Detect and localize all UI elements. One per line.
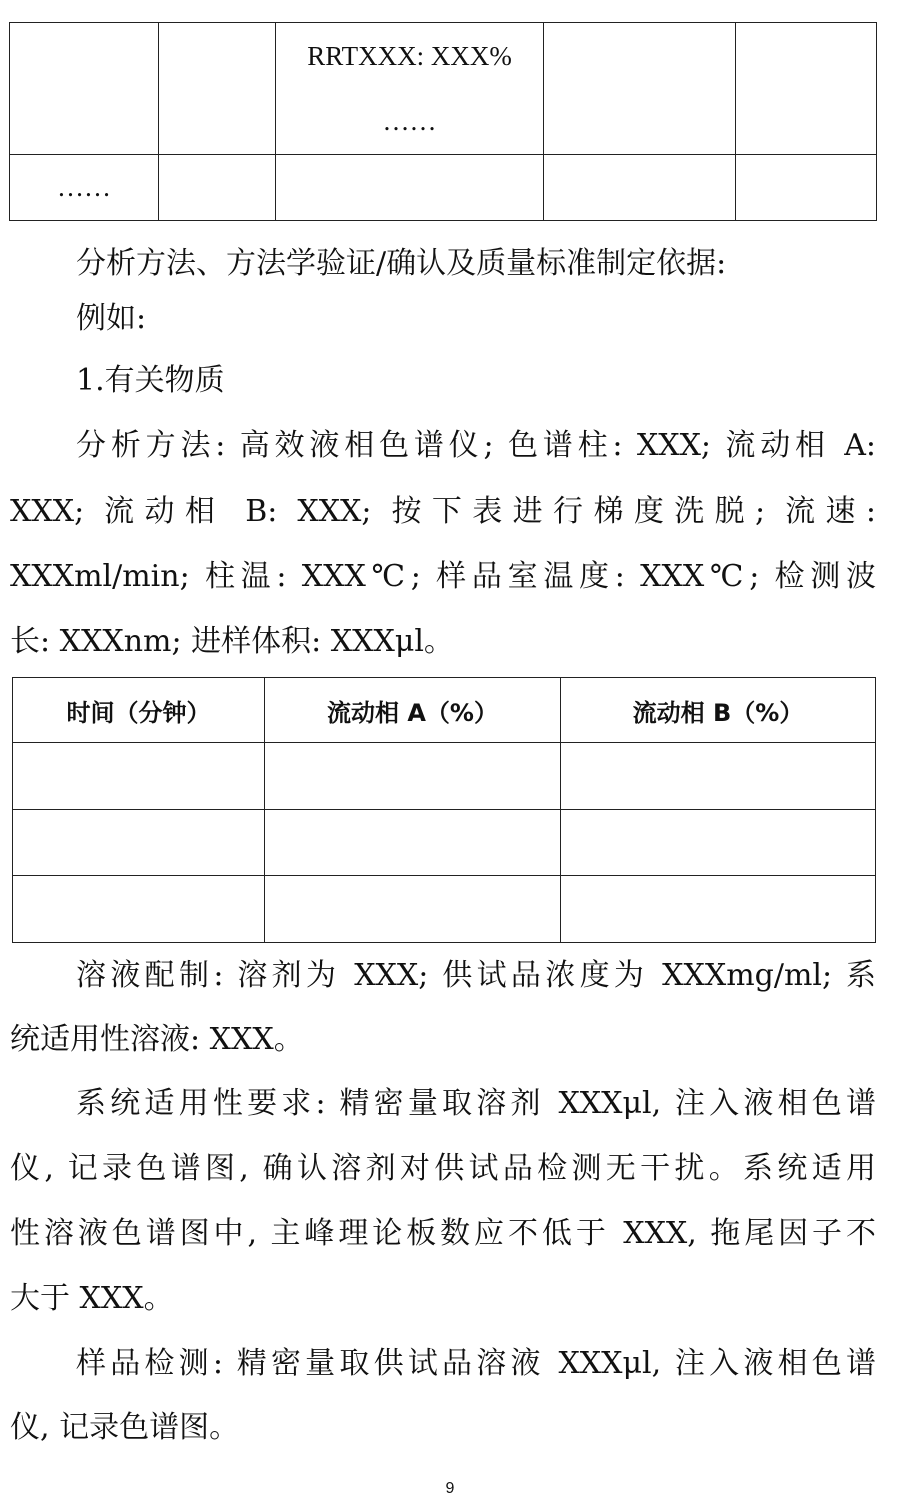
method-text: 长: XXXnm; 进样体积: XXXμl。 bbox=[10, 624, 454, 659]
table-cell bbox=[561, 876, 876, 943]
table-cell bbox=[544, 155, 736, 221]
header-time: 时间（分钟） bbox=[13, 678, 265, 743]
gradient-table bbox=[12, 677, 876, 943]
solution-text: 溶液配制: 溶剂为 XXX; 供试品浓度为 XXXmg/ml; 系 bbox=[76, 958, 876, 993]
table-row bbox=[13, 809, 876, 876]
method-text: 分析方法: 高效液相色谱仪; 色谱柱: XXX; 流动相 A: bbox=[76, 428, 876, 463]
table-row bbox=[10, 155, 877, 221]
suitability-text: 系统适用性要求: 精密量取溶剂 XXXμl, 注入液相色谱 bbox=[76, 1086, 876, 1121]
suitability-text: 性溶液色谱图中, 主峰理论板数应不低于 XXX, 拖尾因子不 bbox=[10, 1216, 876, 1251]
suitability-text: 仪, 记录色谱图, 确认溶剂对供试品检测无干扰。系统适用 bbox=[10, 1151, 876, 1186]
header-phase-a: 流动相 A（%） bbox=[265, 678, 561, 743]
table-row bbox=[13, 743, 876, 810]
method-text: XXX; 流动相 B: XXX; 按下表进行梯度洗脱; 流速: bbox=[10, 494, 876, 529]
header-phase-b: 流动相 B（%） bbox=[561, 678, 876, 743]
table-row bbox=[13, 876, 876, 943]
table-cell bbox=[561, 743, 876, 810]
table-cell bbox=[13, 743, 265, 810]
sample-text: 仪, 记录色谱图。 bbox=[10, 1410, 240, 1445]
ellipsis: …… bbox=[57, 172, 111, 202]
table-cell bbox=[159, 155, 276, 221]
method-text: XXXml/min; 柱温: XXX℃; 样品室温度: XXX℃; 检测波 bbox=[10, 559, 876, 594]
table-cell bbox=[265, 743, 561, 810]
continuation-table bbox=[9, 22, 877, 221]
table-cell bbox=[276, 23, 544, 155]
ellipsis: …… bbox=[382, 105, 437, 136]
page-number: 9 bbox=[445, 1480, 455, 1497]
rrt-value: RRTXXX: XXX% bbox=[307, 40, 512, 71]
table-cell bbox=[265, 809, 561, 876]
table-cell bbox=[159, 23, 276, 155]
table-cell bbox=[276, 155, 544, 221]
table-cell bbox=[10, 155, 159, 221]
table-cell bbox=[265, 876, 561, 943]
table-cell bbox=[736, 23, 877, 155]
section-title: 1.有关物质 bbox=[76, 363, 225, 398]
table-header-row bbox=[13, 678, 876, 743]
table-row bbox=[10, 23, 877, 155]
table-cell bbox=[736, 155, 877, 221]
table-cell bbox=[13, 876, 265, 943]
table-cell bbox=[13, 809, 265, 876]
table-cell bbox=[10, 23, 159, 155]
solution-text: 统适用性溶液: XXX。 bbox=[10, 1022, 304, 1057]
sample-text: 样品检测: 精密量取供试品溶液 XXXμl, 注入液相色谱 bbox=[76, 1346, 876, 1381]
example-label: 例如: bbox=[76, 301, 147, 336]
table-cell bbox=[561, 809, 876, 876]
basis-heading: 分析方法、方法学验证/确认及质量标准制定依据: bbox=[76, 246, 727, 281]
suitability-text: 大于 XXX。 bbox=[10, 1281, 174, 1316]
table-cell bbox=[544, 23, 736, 155]
